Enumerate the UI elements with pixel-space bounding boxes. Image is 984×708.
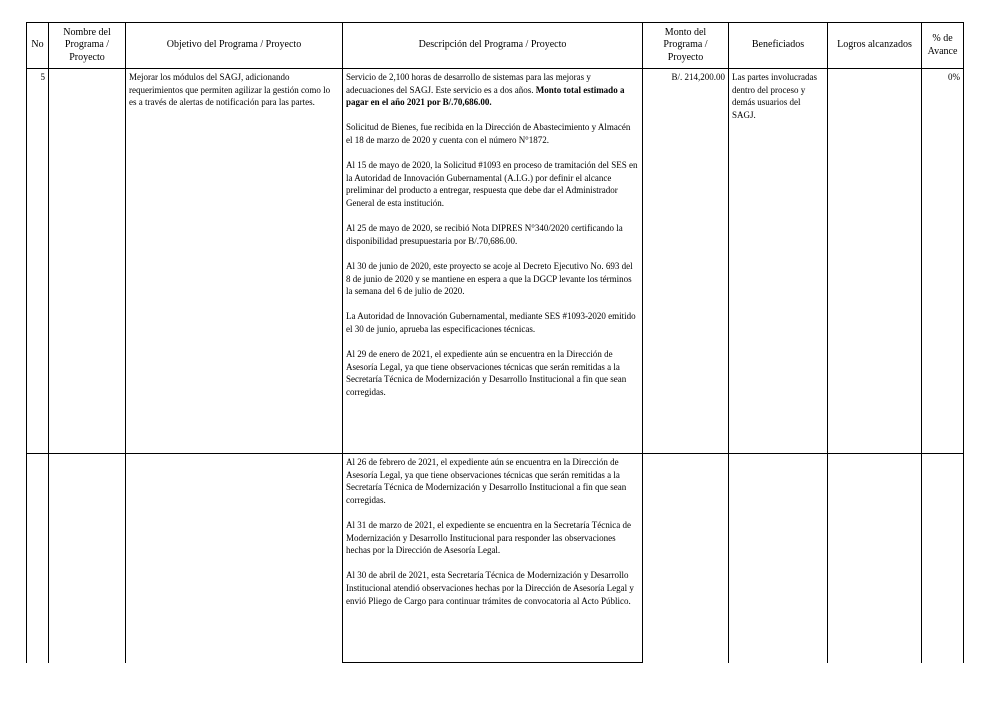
program-table-page — [26, 22, 964, 663]
cell-avance: 0% — [922, 69, 964, 454]
table-row — [27, 69, 964, 454]
cell-objetivo-empty — [126, 454, 343, 663]
desc-paragraph: Solicitud de Bienes, fue recibida en la Dirección de Abastecimiento y Almacén el 18 de marzo de 2020 y cuenta con el número N°1872. — [346, 122, 631, 145]
header-beneficiados: Beneficiados — [729, 23, 828, 69]
header-monto: Monto del Programa / Proyecto — [643, 23, 729, 69]
desc-paragraph — [346, 71, 639, 109]
cell-descripcion-continued — [343, 454, 643, 663]
desc-paragraph: Al 29 de enero de 2021, el expediente aún se encuentra en la Dirección de Asesoría Legal, ya que tiene observaciones técnicas que serán remitidas a la Secretaría Técnica de Modernización y Desarrollo Institucional a fin que sean corregidas. — [346, 349, 627, 397]
cell-no: 5 — [27, 69, 49, 454]
cell-monto: B/. 214,200.00 — [643, 69, 729, 454]
cell-nombre-empty — [49, 454, 126, 663]
desc-paragraph: Al 30 de abril de 2021, esta Secretaría Técnica de Modernización y Desarrollo Institucional atendió observaciones hechas por la Dirección de Asesoría Legal y envió Pliego de Cargo para continuar trámites de convocatoria al Acto Público. — [346, 570, 634, 606]
cell-monto-empty — [643, 454, 729, 663]
desc-paragraph: Al 30 de junio de 2020, este proyecto se acoje al Decreto Ejecutivo No. 693 del 8 de junio de 2020 y se mantiene en espera a que la DGCP levante los términos la semana del 6 de julio de 2020. — [346, 260, 633, 297]
header-logros: Logros alcanzados — [828, 23, 922, 69]
desc-paragraph: Al 26 de febrero de 2021, el expediente aún se encuentra en la Dirección de Asesoría Legal, ya que tiene observaciones técnicas que serán remitidas a la Secretaría Técnica de Modernización y Desarrollo Institucional a fin que sean corregidas. — [346, 457, 627, 505]
header-descripcion: Descripción del Programa / Proyecto — [343, 23, 643, 69]
cell-beneficiados: Las partes involucradas dentro del proceso y demás usuarios del SAGJ. — [729, 69, 828, 454]
desc-paragraph: Al 31 de marzo de 2021, el expediente se encuentra en la Secretaría Técnica de Modernización y Desarrollo Institucional para responder las observaciones hechas por la Dirección de Asesoría Legal. — [346, 519, 631, 556]
desc-bold-amount: Monto total estimado a pagar en el año 2021 por B/.70,686.00. — [346, 84, 625, 108]
cell-no-empty — [27, 454, 49, 663]
cell-logros — [828, 69, 922, 454]
desc-paragraph: Al 15 de mayo de 2020, la Solicitud #1093 en proceso de tramitación del SES en la Autoridad de Innovación Gubernamental (A.I.G.) por definir el alcance preliminar del producto a entregar, respuesta que debe dar el Administrador General de esta institución. — [346, 160, 638, 208]
cell-descripcion — [343, 69, 643, 454]
cell-nombre — [49, 69, 126, 454]
table-row-continued — [27, 454, 964, 663]
cell-beneficiados-empty — [729, 454, 828, 663]
desc-paragraph: Al 25 de mayo de 2020, se recibió Nota DIPRES N°340/2020 certificando la disponibilidad presupuestaria por B/.70,686.00. — [346, 223, 623, 246]
desc-paragraph: La Autoridad de Innovación Gubernamental, mediante SES #1093-2020 emitido el 30 de junio, aprueba las especificaciones técnicas. — [346, 311, 636, 334]
header-nombre: Nombre del Programa / Proyecto — [49, 23, 126, 69]
header-avance: % de Avance — [922, 23, 964, 69]
cell-logros-empty — [828, 454, 922, 663]
header-objetivo: Objetivo del Programa / Proyecto — [126, 23, 343, 69]
cell-avance-empty — [922, 454, 964, 663]
header-no: No — [27, 23, 49, 69]
program-table — [26, 22, 964, 663]
cell-objetivo: Mejorar los módulos del SAGJ, adicionando requerimientos que permiten agilizar la gestión como lo es a través de alertas de notificación para las partes. — [126, 69, 343, 454]
desc-text: Servicio de 2,100 horas de desarrollo de sistemas para las mejoras y adecuaciones del SAGJ. Este servicio es a dos años. — [346, 72, 591, 95]
table-header-row — [27, 23, 964, 69]
